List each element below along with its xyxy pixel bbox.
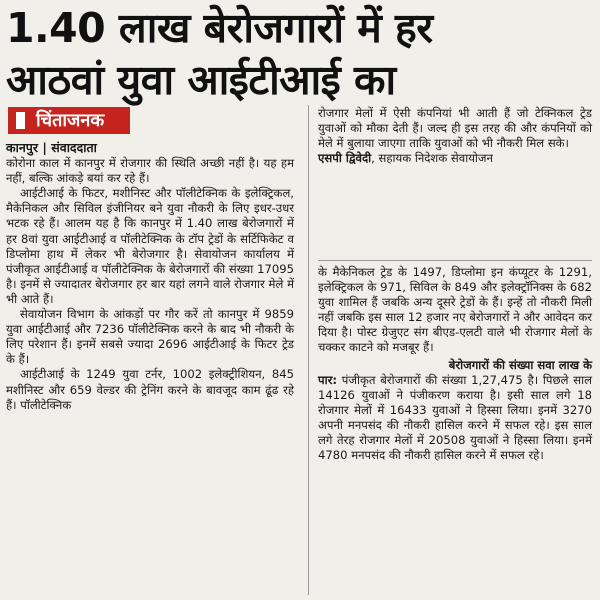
subheading: बेरोजगारों की संख्या सवा लाख के [448,357,592,372]
column-divider [308,105,309,595]
right-paragraph-2-text: पंजीकृत बेरोजगारों की संख्या 1,27,475 है। पिछले साल 14126 युवाओं ने पंजीकरण कराया है। इसी साल लगे 18 रोजगार मेलों में 16433 युवाओं ने हिस्सा लिया। इनमें 3270 अपनी मनपसंद की नौकरी हासिल करने में सफल रहे। इस साल लगे तेरह रोजगार मेलों में 20508 युवाओं ने हिस्सा लिया। इनमें 4780 मनपसंद की नौकरी हासिल करने में सफल रहे। [318,372,592,463]
right-paragraph-1: के मैकेनिकल ट्रेड के 1497, डिप्लोमा इन कंप्यूटर के 1291, इलेक्ट्रिकल के 971, सिविल के 849 और इलेक्ट्रॉनिक्स के 682 युवा शामिल हैं जबकि अन्य दूसरे ट्रेडों के हैं। इन्हें तो नौकरी मिली नहीं जबकि इस साल 12 हजार नए बेरोजगारों ने और आवेदन कर दिया है। पोस्ट ग्रेजुएट संग बीएड-एलटी वाले भी रोजगार मेलों के चक्कर काटने को मजबूर हैं। [318,265,592,355]
dateline-place: कानपुर [6,140,38,155]
dateline-reporter: संवाददाता [51,140,97,155]
left-column [6,140,294,413]
left-paragraph-4: आईटीआई के 1249 युवा टर्नर, 1002 इलेक्ट्रीशियन, 845 मशीनिस्ट और 659 वेल्डर की ट्रेनिंग करने के बावजूद काम ढूंढ रहे हैं। पॉलीटेक्निक [6,367,294,412]
subheading-lead: पार: [318,372,337,387]
headline-line-2: आठवां युवा आईटीआई का [6,56,396,104]
byline-name: एसपी द्विवेदी [318,151,372,166]
quote-byline [318,151,592,166]
left-paragraph-3: सेवायोजन विभाग के आंकड़ों पर गौर करें तो कानपुर में 9859 युवा आईटीआई और 7236 पॉलीटेक्निक करने के बाद भी नौकरी के लिए परेशान हैं। इनमें सबसे ज्यादा 2696 आईटीआई के फिटर ट्रेड के हैं। [6,307,294,367]
headline [6,2,596,106]
dateline [6,140,294,155]
right-paragraph-2 [318,373,592,464]
right-column [318,265,592,463]
left-paragraph-1: कोरोना काल में कानपुर में रोजगार की स्थिति अच्छी नहीं है। यह हम नहीं, बल्कि आंकड़े बयां कर रहे हैं। [6,156,294,186]
category-tag: चिंताजनक [8,107,130,134]
quote-text: रोजगार मेलों में ऐसी कंपनियां भी आती हैं जो टेक्निकल ट्रेड युवाओं को मौका देती हैं। जल्द ही इस तरह की और कंपनियों को मेले में बुलाया जाएगा ताकि युवाओं को भी नौकरी मिल सके। [318,106,592,151]
quote-box [318,106,592,166]
dateline-separator: | [42,140,47,155]
headline-line-1: 1.40 लाख बेरोजगारों में हर [6,4,433,52]
left-paragraph-2: आईटीआई के फिटर, मशीनिस्ट और पॉलीटेक्निक के इलेक्ट्रिकल, मैकेनिकल और सिविल इंजीनियर बने युवा नौकरी के लिए इधर-उधर भटक रहे हैं। आलम यह है कि कानपुर में 1.40 लाख बेरोजगारों में हर 8वां युवा आईटीआई व पॉलीटेक्निक के टॉप ट्रेडों के सर्टिफिकेट व डिप्लोमा हाथ में लेकर भी बेरोजगार है। सेवायोजन कार्यालय में पंजीकृत आईटीआई व पॉलीटेक्निक के बेरोजगारों की संख्या 17095 है। इनमें से ज्यादातर बेरोजगार हर बार यहां लगने वाले रोजगार मेले में भी आते हैं। [6,186,294,306]
quote-divider [318,260,592,261]
byline-title: , सहायक निदेशक सेवायोजन [371,151,493,166]
